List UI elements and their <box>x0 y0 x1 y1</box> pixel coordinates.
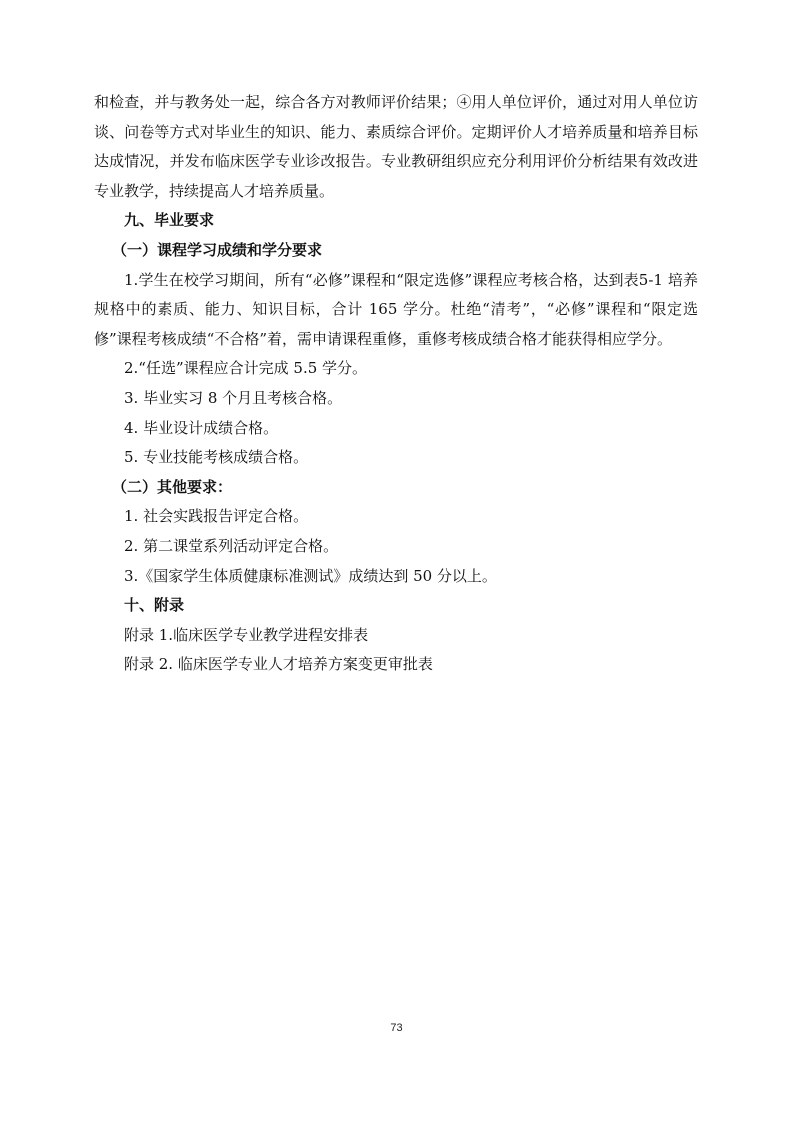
list-item-skills-assessment: 5. 专业技能考核成绩合格。 <box>124 448 309 467</box>
section-heading-graduation-requirements: 九、毕业要求 <box>124 211 215 230</box>
subsection-heading-other-requirements: （二）其他要求： <box>112 477 233 496</box>
page-number: 73 <box>390 1022 403 1034</box>
subsection-heading-credits: （一）课程学习成绩和学分要求 <box>112 240 323 259</box>
list-item-social-practice: 1. 社会实践报告评定合格。 <box>124 507 309 526</box>
list-item-elective-credits: 2.“任选”课程应合计完成 5.5 学分。 <box>124 359 368 378</box>
list-item-fitness-test: 3.《国家学生体质健康标准测试》成绩达到 50 分以上。 <box>124 566 497 585</box>
appendix-item-change-approval: 附录 2. 临床医学专业人才培养方案变更审批表 <box>124 655 433 674</box>
list-item-internship: 3. 毕业实习 8 个月且考核合格。 <box>124 388 343 407</box>
list-item-second-classroom: 2. 第二课堂系列活动评定合格。 <box>124 536 339 555</box>
section-heading-appendix: 十、附录 <box>124 596 185 615</box>
page-body <box>94 88 698 680</box>
appendix-item-schedule: 附录 1.临床医学专业教学进程安排表 <box>124 625 369 644</box>
paragraph-evaluation-continued: 和检查，并与教务处一起，综合各方对教师评价结果；④用人单位评价，通过对用人单位访谈、问卷等方式对毕业生的知识、能力、素质综合评价。定期评价人才培养质量和培养目标达成情况，并发布临床医学专业诊改报告。专业教研组织应充分利用评价分析结果有效改进专业教学，持续提高人才培养质量。 <box>94 93 698 200</box>
list-item-required-courses: 1.学生在校学习期间，所有“必修”课程和“限定选修”课程应考核合格，达到表5-1 培养规格中的素质、能力、知识目标，合计 165 学分。杜绝“清考”，“必修”课程和“限定选修”课程考核成绩“不合格”着，需申请课程重修，重修考核成绩合格才能获得相应学分。 <box>94 270 698 348</box>
list-item-graduation-design: 4. 毕业设计成绩合格。 <box>124 418 279 437</box>
